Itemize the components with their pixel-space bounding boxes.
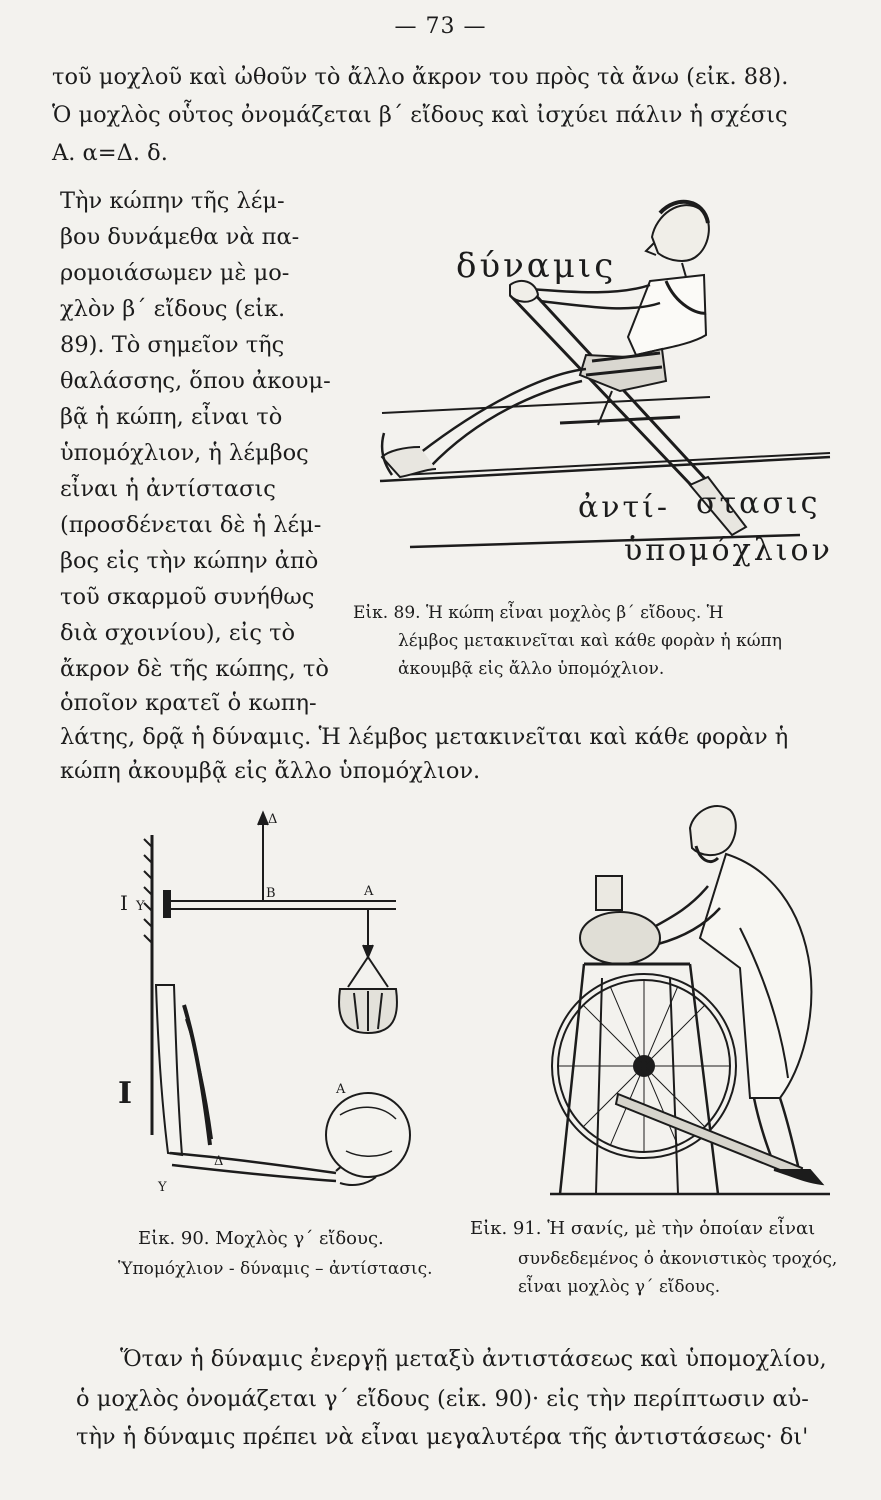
text-line: Α. α=Δ. δ.	[52, 140, 168, 166]
fig90-caption-line: Ὑπομόχλιον - δύναμις – ἀντίστασις.	[118, 1259, 433, 1279]
label-resistance-b: στασις	[696, 486, 821, 521]
column-line: (προσδένεται δὲ ἡ λέμ-	[60, 512, 322, 538]
grinding-stone	[580, 912, 660, 964]
fig91-caption-line: εἶναι μοχλὸς γ΄ εἴδους.	[518, 1277, 721, 1297]
column-line: διὰ σχοινίου), εἰς τὸ	[60, 620, 296, 646]
text-line: τοῦ μοχλοῦ καὶ ὠθοῦν τὸ ἄλλο ἄκρον του πρὸς τὰ ἄνω (εἰκ. 88).	[52, 64, 789, 90]
text-line: τὴν ἡ δύναμις πρέπει νὰ εἶναι μεγαλυτέρα τῆς ἀντιστάσεως· δι'	[76, 1424, 809, 1450]
label-roman-1: I	[120, 891, 128, 915]
fig89-rower-illustration	[360, 185, 840, 580]
column-line: Τὴν κώπην τῆς λέμ-	[60, 188, 285, 214]
column-line: θαλάσσης, ὅπου ἀκουμ-	[60, 368, 331, 394]
fig91-caption-line: συνδεδεμένος ὁ ἀκονιστικὸς τροχός,	[518, 1249, 838, 1269]
water-can	[596, 876, 622, 910]
label-force: δύναμις	[456, 246, 617, 286]
column-line: βου δυνάμεθα νὰ πα-	[60, 224, 300, 250]
humerus-bone	[156, 985, 182, 1155]
label-roman-2: I	[118, 1076, 133, 1111]
text-line: Ὅταν ἡ δύναμις ἐνεργῇ μεταξὺ ἀντιστάσεως καὶ ὑπομοχλίου,	[120, 1346, 827, 1372]
column-line: 89). Τὸ σημεῖον τῆς	[60, 332, 285, 358]
text-line: ὁ μοχλὸς ὀνομάζεται γ΄ εἴδους (εἰκ. 90)· εἰς τὴν περίπτωσιν αὐ-	[76, 1386, 809, 1412]
column-line: ρομοιάσωμεν μὲ μο-	[60, 260, 290, 286]
text-line: κώπη ἀκουμβᾷ εἰς ἄλλο ὑπομόχλιον.	[60, 758, 481, 784]
fig91-grinding-wheel-illustration	[540, 798, 840, 1198]
fig89-caption-line: ἀκουμβᾷ εἰς ἄλλο ὑπομόχλιον.	[398, 659, 665, 679]
column-line: βᾷ ἡ κώπη, εἶναι τὸ	[60, 404, 283, 430]
label-Delta-top: Δ	[268, 812, 278, 827]
text-line: λάτης, δρᾷ ἡ δύναμις. Ἡ λέμβος μετακινεῖται καὶ κάθε φορὰν ἡ	[60, 724, 789, 750]
fig91-caption-line: Εἰκ. 91. Ἡ σανίς, μὲ τὴν ὁποίαν εἶναι	[470, 1218, 816, 1239]
page-number: — 73 —	[394, 14, 487, 39]
lever-bar	[170, 901, 396, 909]
label-Y-bottom: Υ	[158, 1180, 167, 1195]
label-Y-top: Υ	[136, 899, 145, 914]
boat-gunwale-line	[380, 457, 830, 481]
fig90-lever-diagram	[100, 805, 430, 1205]
label-B: Β	[266, 886, 276, 901]
column-line: ὁποῖον κρατεῖ ὁ κωπη-	[60, 690, 317, 716]
column-line: ὑπομόχλιον, ἡ λέμβος	[60, 440, 309, 466]
fig90-caption-line: Εἰκ. 90. Μοχλὸς γ΄ εἴδους.	[138, 1228, 384, 1249]
label-fulcrum: ὑπομόχλιον	[624, 533, 833, 568]
forearm	[170, 1153, 336, 1173]
fig89-caption-line: λέμβος μετακινεῖται καὶ κάθε φορὰν ἡ κώπη	[398, 631, 782, 651]
text-line: Ὁ μοχλὸς οὗτος ὀνομάζεται β΄ εἴδους καὶ ἰσχύει πάλιν ἡ σχέσις	[52, 102, 788, 128]
ball	[326, 1093, 410, 1177]
label-Delta-bottom: Δ	[214, 1154, 224, 1169]
label-resistance-a: ἀντί-	[578, 490, 670, 525]
boat-edge-line	[382, 397, 710, 413]
label-A-bottom: Α	[336, 1082, 346, 1097]
label-A-top: Α	[364, 884, 374, 899]
fig89-caption-line: Εἰκ. 89. Ἡ κώπη εἶναι μοχλὸς β΄ εἴδους. Ἡ	[353, 603, 724, 623]
column-line: χλὸν β΄ εἴδους (εἰκ.	[60, 296, 286, 322]
column-line: τοῦ σκαρμοῦ συνήθως	[60, 584, 315, 610]
column-line: ἄκρον δὲ τῆς κώπης, τὸ	[60, 656, 329, 682]
column-line: εἶναι ἡ ἀντίστασις	[60, 476, 276, 502]
column-line: βος εἰς τὴν κώπην ἀπὸ	[60, 548, 319, 574]
